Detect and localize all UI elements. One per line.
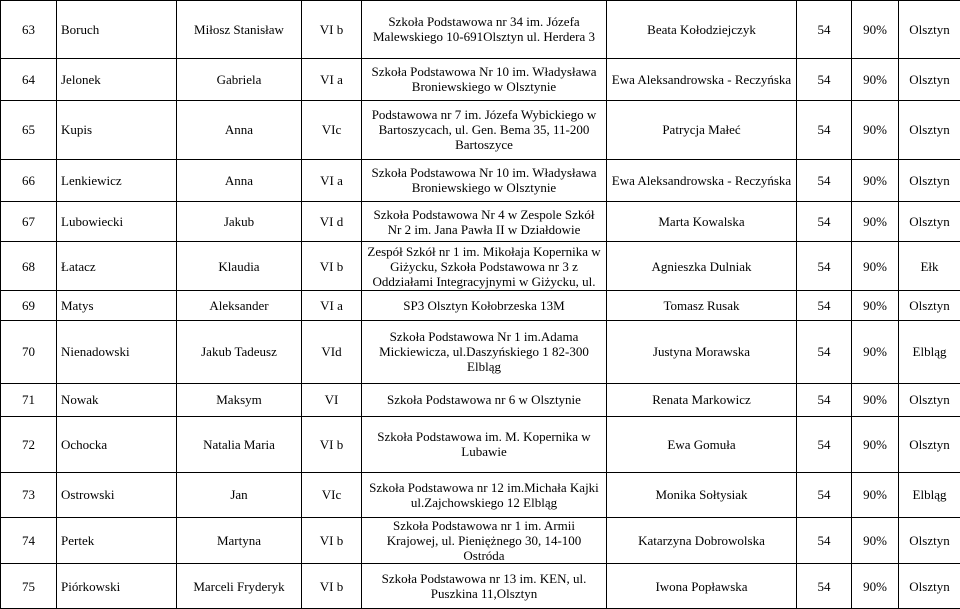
last-name-cell: Ochocka xyxy=(57,417,177,473)
last-name-cell: Lenkiewicz xyxy=(57,159,177,201)
row-number-cell: 68 xyxy=(1,242,57,290)
class-cell: VIc xyxy=(302,100,362,159)
last-name-cell: Matys xyxy=(57,290,177,320)
teacher-cell: Justyna Morawska xyxy=(607,321,797,384)
city-cell: Olsztyn xyxy=(899,564,960,609)
last-name-cell: Boruch xyxy=(57,1,177,59)
teacher-cell: Iwona Popławska xyxy=(607,564,797,609)
class-cell: VI b xyxy=(302,518,362,564)
points-cell: 54 xyxy=(797,518,852,564)
percent-cell: 90% xyxy=(852,1,899,59)
row-number-cell: 73 xyxy=(1,472,57,517)
class-cell: VI b xyxy=(302,242,362,290)
row-number-cell: 64 xyxy=(1,58,57,100)
city-cell: Olsztyn xyxy=(899,159,960,201)
school-cell: Szkoła Podstawowa nr 34 im. Józefa Malewskiego 10-691Olsztyn ul. Herdera 3 xyxy=(362,1,607,59)
class-cell: VI xyxy=(302,383,362,416)
school-cell: Szkoła Podstawowa nr 6 w Olsztynie xyxy=(362,383,607,416)
row-number-cell: 74 xyxy=(1,518,57,564)
points-cell: 54 xyxy=(797,564,852,609)
class-cell: VI a xyxy=(302,58,362,100)
school-cell: Szkoła Podstawowa nr 1 im. Armii Krajowej, ul. Pieniężnego 30, 14-100 Ostróda xyxy=(362,518,607,564)
row-number-cell: 65 xyxy=(1,100,57,159)
first-name-cell: Miłosz Stanisław xyxy=(177,1,302,59)
class-cell: VId xyxy=(302,321,362,384)
table-row xyxy=(1,201,960,241)
school-cell: Szkoła Podstawowa im. M. Kopernika w Lubawie xyxy=(362,417,607,473)
last-name-cell: Nowak xyxy=(57,383,177,416)
city-cell: Olsztyn xyxy=(899,58,960,100)
last-name-cell: Lubowiecki xyxy=(57,201,177,241)
class-cell: VI b xyxy=(302,417,362,473)
last-name-cell: Piórkowski xyxy=(57,564,177,609)
row-number-cell: 69 xyxy=(1,290,57,320)
city-cell: Olsztyn xyxy=(899,100,960,159)
class-cell: VI b xyxy=(302,564,362,609)
percent-cell: 90% xyxy=(852,242,899,290)
city-cell: Olsztyn xyxy=(899,290,960,320)
percent-cell: 90% xyxy=(852,518,899,564)
first-name-cell: Gabriela xyxy=(177,58,302,100)
class-cell: VI d xyxy=(302,201,362,241)
points-cell: 54 xyxy=(797,321,852,384)
class-cell: VIc xyxy=(302,472,362,517)
percent-cell: 90% xyxy=(852,564,899,609)
first-name-cell: Anna xyxy=(177,159,302,201)
first-name-cell: Jakub Tadeusz xyxy=(177,321,302,384)
city-cell: Olsztyn xyxy=(899,417,960,473)
school-cell: Szkoła Podstawowa nr 13 im. KEN, ul. Puszkina 11,Olsztyn xyxy=(362,564,607,609)
teacher-cell: Ewa Aleksandrowska - Reczyńska xyxy=(607,159,797,201)
first-name-cell: Klaudia xyxy=(177,242,302,290)
first-name-cell: Martyna xyxy=(177,518,302,564)
school-cell: Szkoła Podstawowa nr 12 im.Michała Kajki ul.Zajchowskiego 12 Elbląg xyxy=(362,472,607,517)
city-cell: Elbląg xyxy=(899,472,960,517)
table-row xyxy=(1,242,960,290)
row-number-cell: 72 xyxy=(1,417,57,473)
teacher-cell: Renata Markowicz xyxy=(607,383,797,416)
city-cell: Ełk xyxy=(899,242,960,290)
school-cell: SP3 Olsztyn Kołobrzeska 13M xyxy=(362,290,607,320)
last-name-cell: Kupis xyxy=(57,100,177,159)
points-cell: 54 xyxy=(797,242,852,290)
table-row xyxy=(1,100,960,159)
first-name-cell: Jan xyxy=(177,472,302,517)
teacher-cell: Marta Kowalska xyxy=(607,201,797,241)
first-name-cell: Maksym xyxy=(177,383,302,416)
last-name-cell: Ostrowski xyxy=(57,472,177,517)
city-cell: Olsztyn xyxy=(899,383,960,416)
class-cell: VI b xyxy=(302,1,362,59)
teacher-cell: Agnieszka Dulniak xyxy=(607,242,797,290)
last-name-cell: Pertek xyxy=(57,518,177,564)
teacher-cell: Katarzyna Dobrowolska xyxy=(607,518,797,564)
teacher-cell: Tomasz Rusak xyxy=(607,290,797,320)
city-cell: Elbląg xyxy=(899,321,960,384)
table-row xyxy=(1,159,960,201)
points-cell: 54 xyxy=(797,417,852,473)
teacher-cell: Ewa Aleksandrowska - Reczyńska xyxy=(607,58,797,100)
points-cell: 54 xyxy=(797,383,852,416)
class-cell: VI a xyxy=(302,159,362,201)
teacher-cell: Monika Sołtysiak xyxy=(607,472,797,517)
teacher-cell: Beata Kołodziejczyk xyxy=(607,1,797,59)
city-cell: Olsztyn xyxy=(899,1,960,59)
last-name-cell: Jelonek xyxy=(57,58,177,100)
school-cell: Szkoła Podstawowa Nr 4 w Zespole Szkół Nr 2 im. Jana Pawła II w Działdowie xyxy=(362,201,607,241)
percent-cell: 90% xyxy=(852,321,899,384)
percent-cell: 90% xyxy=(852,100,899,159)
school-cell: Zespół Szkół nr 1 im. Mikołaja Kopernika w Giżycku, Szkoła Podstawowa nr 3 z Oddziałami Integracyjnymi w Giżycku, ul. xyxy=(362,242,607,290)
points-cell: 54 xyxy=(797,290,852,320)
table-row xyxy=(1,564,960,609)
table-row xyxy=(1,417,960,473)
row-number-cell: 75 xyxy=(1,564,57,609)
percent-cell: 90% xyxy=(852,383,899,416)
city-cell: Olsztyn xyxy=(899,201,960,241)
school-cell: Podstawowa nr 7 im. Józefa Wybickiego w Bartoszycach, ul. Gen. Bema 35, 11-200 Bartoszyce xyxy=(362,100,607,159)
percent-cell: 90% xyxy=(852,290,899,320)
table-row xyxy=(1,472,960,517)
table-row xyxy=(1,321,960,384)
row-number-cell: 71 xyxy=(1,383,57,416)
school-cell: Szkoła Podstawowa Nr 10 im. Władysława Broniewskiego w Olsztynie xyxy=(362,159,607,201)
points-cell: 54 xyxy=(797,58,852,100)
school-cell: Szkoła Podstawowa Nr 10 im. Władysława Broniewskiego w Olsztynie xyxy=(362,58,607,100)
teacher-cell: Patrycja Małeć xyxy=(607,100,797,159)
points-cell: 54 xyxy=(797,1,852,59)
table-row xyxy=(1,290,960,320)
table-row xyxy=(1,383,960,416)
row-number-cell: 67 xyxy=(1,201,57,241)
first-name-cell: Jakub xyxy=(177,201,302,241)
teacher-cell: Ewa Gomuła xyxy=(607,417,797,473)
school-cell: Szkoła Podstawowa Nr 1 im.Adama Mickiewicza, ul.Daszyńskiego 1 82-300 Elbląg xyxy=(362,321,607,384)
row-number-cell: 63 xyxy=(1,1,57,59)
table-row xyxy=(1,1,960,59)
city-cell: Olsztyn xyxy=(899,518,960,564)
class-cell: VI a xyxy=(302,290,362,320)
points-cell: 54 xyxy=(797,201,852,241)
last-name-cell: Łatacz xyxy=(57,242,177,290)
percent-cell: 90% xyxy=(852,159,899,201)
first-name-cell: Aleksander xyxy=(177,290,302,320)
last-name-cell: Nienadowski xyxy=(57,321,177,384)
table-row xyxy=(1,58,960,100)
percent-cell: 90% xyxy=(852,58,899,100)
first-name-cell: Natalia Maria xyxy=(177,417,302,473)
percent-cell: 90% xyxy=(852,472,899,517)
points-cell: 54 xyxy=(797,159,852,201)
first-name-cell: Anna xyxy=(177,100,302,159)
percent-cell: 90% xyxy=(852,417,899,473)
percent-cell: 90% xyxy=(852,201,899,241)
points-cell: 54 xyxy=(797,100,852,159)
row-number-cell: 70 xyxy=(1,321,57,384)
table-row xyxy=(1,518,960,564)
first-name-cell: Marceli Fryderyk xyxy=(177,564,302,609)
points-cell: 54 xyxy=(797,472,852,517)
row-number-cell: 66 xyxy=(1,159,57,201)
